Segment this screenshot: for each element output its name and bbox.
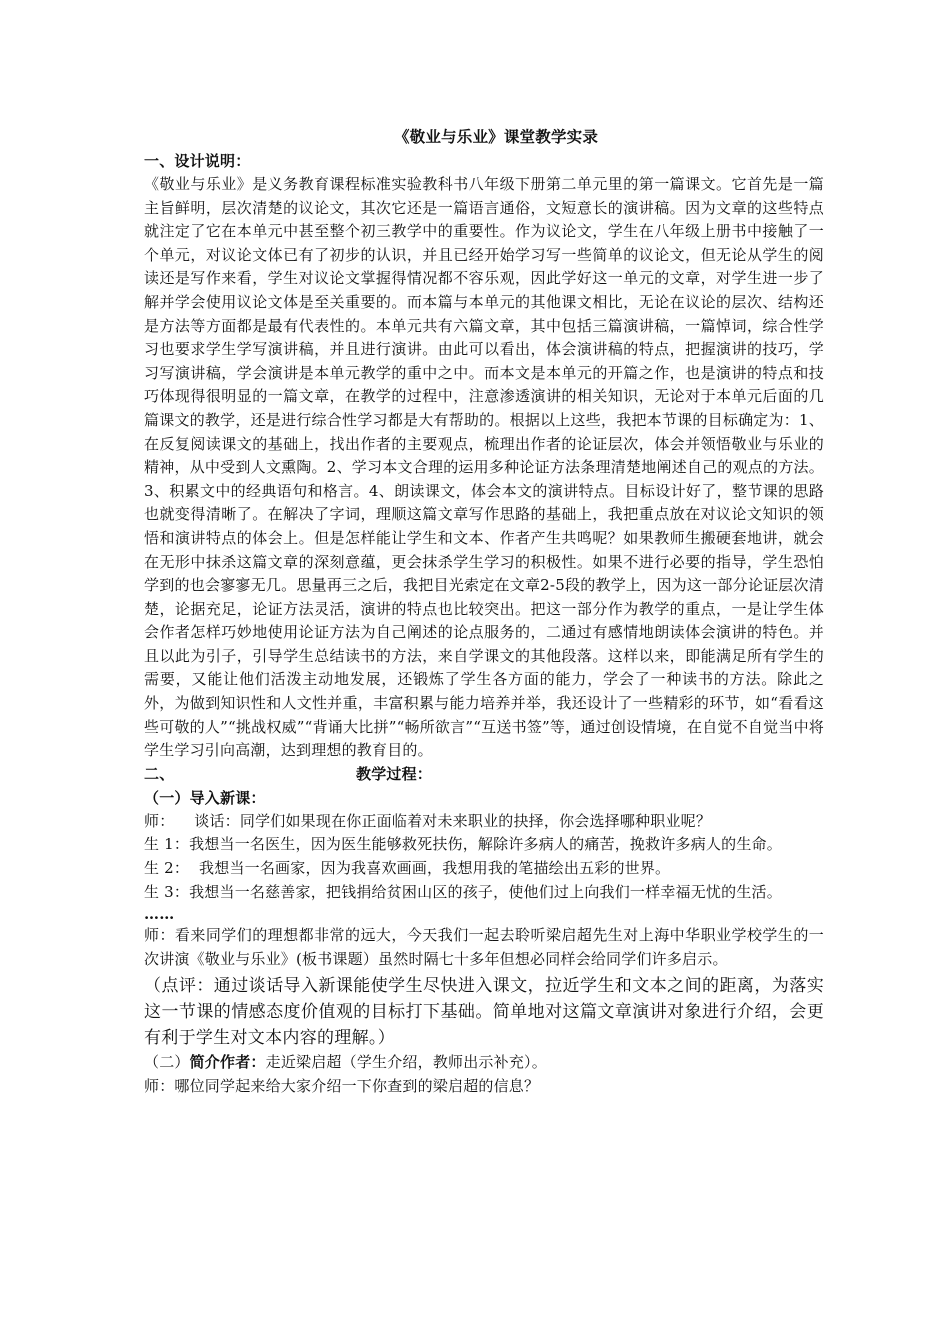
ellipsis: …… [144, 905, 175, 924]
student-line-1: 生 1：我想当一名医生，因为医生能够救死扶伤，解除许多病人的痛苦，挽救许多病人的生命。 [144, 835, 782, 854]
teacher-summary: 师：看来同学们的理想都非常的远大，今天我们一起去聆听梁启超先生对上海中华职业学校学生的一次讲演《敬业与乐业》(板书课题）虽然时隔七十多年但想必同样会给同学们许多启示。 [144, 926, 824, 968]
student-line-3: 生 3：我想当一名慈善家，把钱捐给贫困山区的孩子，使他们过上向我们一样幸福无忧的生活。 [144, 882, 782, 901]
student-line-2: 生 2： 我想当一名画家，因为我喜欢画画，我想用我的笔描绘出五彩的世界。 [144, 859, 671, 878]
subsection-heading-intro: （一）导入新课： [144, 788, 266, 807]
teacher-line: 师： 谈话：同学们如果现在你正面临着对未来职业的抉择，你会选择哪种职业呢？ [144, 811, 712, 830]
teacher-question: 师：哪位同学起来给大家介绍一下你查到的梁启超的信息？ [144, 1077, 540, 1095]
section-title: 教学过程： [356, 764, 433, 783]
section-number: 二、 [144, 764, 175, 783]
subsection-label: 简介作者： [189, 1053, 266, 1072]
section-heading-design: 一、设计说明： [144, 152, 251, 170]
comment-note: （点评：通过谈话导入新课能使学生尽快进入课文，拉近学生和文本之间的距离，为落实这一节课的情感态度价值观的目标打下基础。简单地对这篇文章演讲对象进行介绍，会更有利于学生对文本内容的理解。） [144, 976, 824, 1049]
subsection-prefix: （二） [144, 1053, 190, 1072]
page-title: 《敬业与乐业》课堂教学实录 [393, 128, 599, 146]
subsection-heading-author [144, 1051, 824, 1075]
document-body [144, 124, 824, 1099]
design-description-paragraph: 《敬业与乐业》是义务教育课程标准实验教科书八年级下册第二单元里的第一篇课文。它首先是一篇主旨鲜明，层次清楚的议论文，其次它还是一篇语言通俗，文短意长的演讲稿。因为文章的这些特点就注定了它在本单元中甚至整个初三教学中的重要性。作为议论文，学生在八年级上册书中接触了一个单元，对议论文体已有了初步的认识，并且已经开始学习写一些简单的议论文，但无论从学生的阅读还是写作来看，学生对议论文掌握得情况都不容乐观，因此学好这一单元的文章，对学生进一步了解并学会使用议论文体是至关重要的。而本篇与本单元的其他课文相比，无论在议论的层次、结构还是方法等方面都是最有代表性的。本单元共有六篇文章，其中包括三篇演讲稿，一篇悼词，综合性学习也要求学生学写演讲稿，并且进行演讲。由此可以看出，体会演讲稿的特点，把握演讲的技巧，学习写演讲稿，学会演讲是本单元教学的重中之中。而本文是本单元的开篇之作，也是演讲的特点和技巧体现得很明显的一篇文章，在教学的过程中，注意渗透演讲的相关知识，无论对于本单元后面的几篇课文的教学，还是进行综合性学习都是大有帮助的。根据以上这些，我把本节课的目标确定为：1、在反复阅读课文的基础上，找出作者的主要观点，梳理出作者的论证层次，体会并领悟敬业与乐业的精神，从中受到人文熏陶。2、学习本文合理的运用多种论证方法条理清楚地阐述自己的观点的方法。3、积累文中的经典语句和格言。4、朗读课文，体会本文的演讲特点。目标设计好了，整节课的思路也就变得清晰了。在解决了字词，理顺这篇文章写作思路的基础上，我把重点放在对议论文知识的领悟和演讲特点的体会上。但是怎样能让学生和文本、作者产生共鸣呢？如果教师生搬硬套地讲，就会在无形中抹杀这篇文章的深刻意蕴，更会抹杀学生学习的积极性。如果不进行必要的指导，学生恐怕学到的也会寥寥无几。思量再三之后，我把目光索定在文章2-5段的教学上，因为这一部分论证层次清楚，论据充足，论证方法灵活，演讲的特点也比较突出。把这一部分作为教学的重点，一是让学生体会作者怎样巧妙地使用论证方法为自己阐述的论点服务的，二通过有感情地朗读体会演讲的特色。并且以此为引子，引导学生总结读书的方法，来自学课文的其他段落。这样以来，即能满足所有学生的需要，又能让他们活泼主动地发展，还锻炼了学生各方面的能力，学会了一种读书的方法。除此之外，为做到知识性和人文性并重，丰富积累与能力培养并举，我还设计了一些精彩的环节，如“看看这些可敬的人”“挑战权威”“背诵大比拼”“畅所欲言”“互送书签”等，通过创设情境，在自觉不自觉当中将学生学习引向高潮，达到理想的教育目的。 [144, 175, 824, 760]
section-heading-process [144, 763, 824, 787]
subsection-rest: 走近梁启超（学生介绍，教师出示补充）。 [265, 1053, 547, 1072]
